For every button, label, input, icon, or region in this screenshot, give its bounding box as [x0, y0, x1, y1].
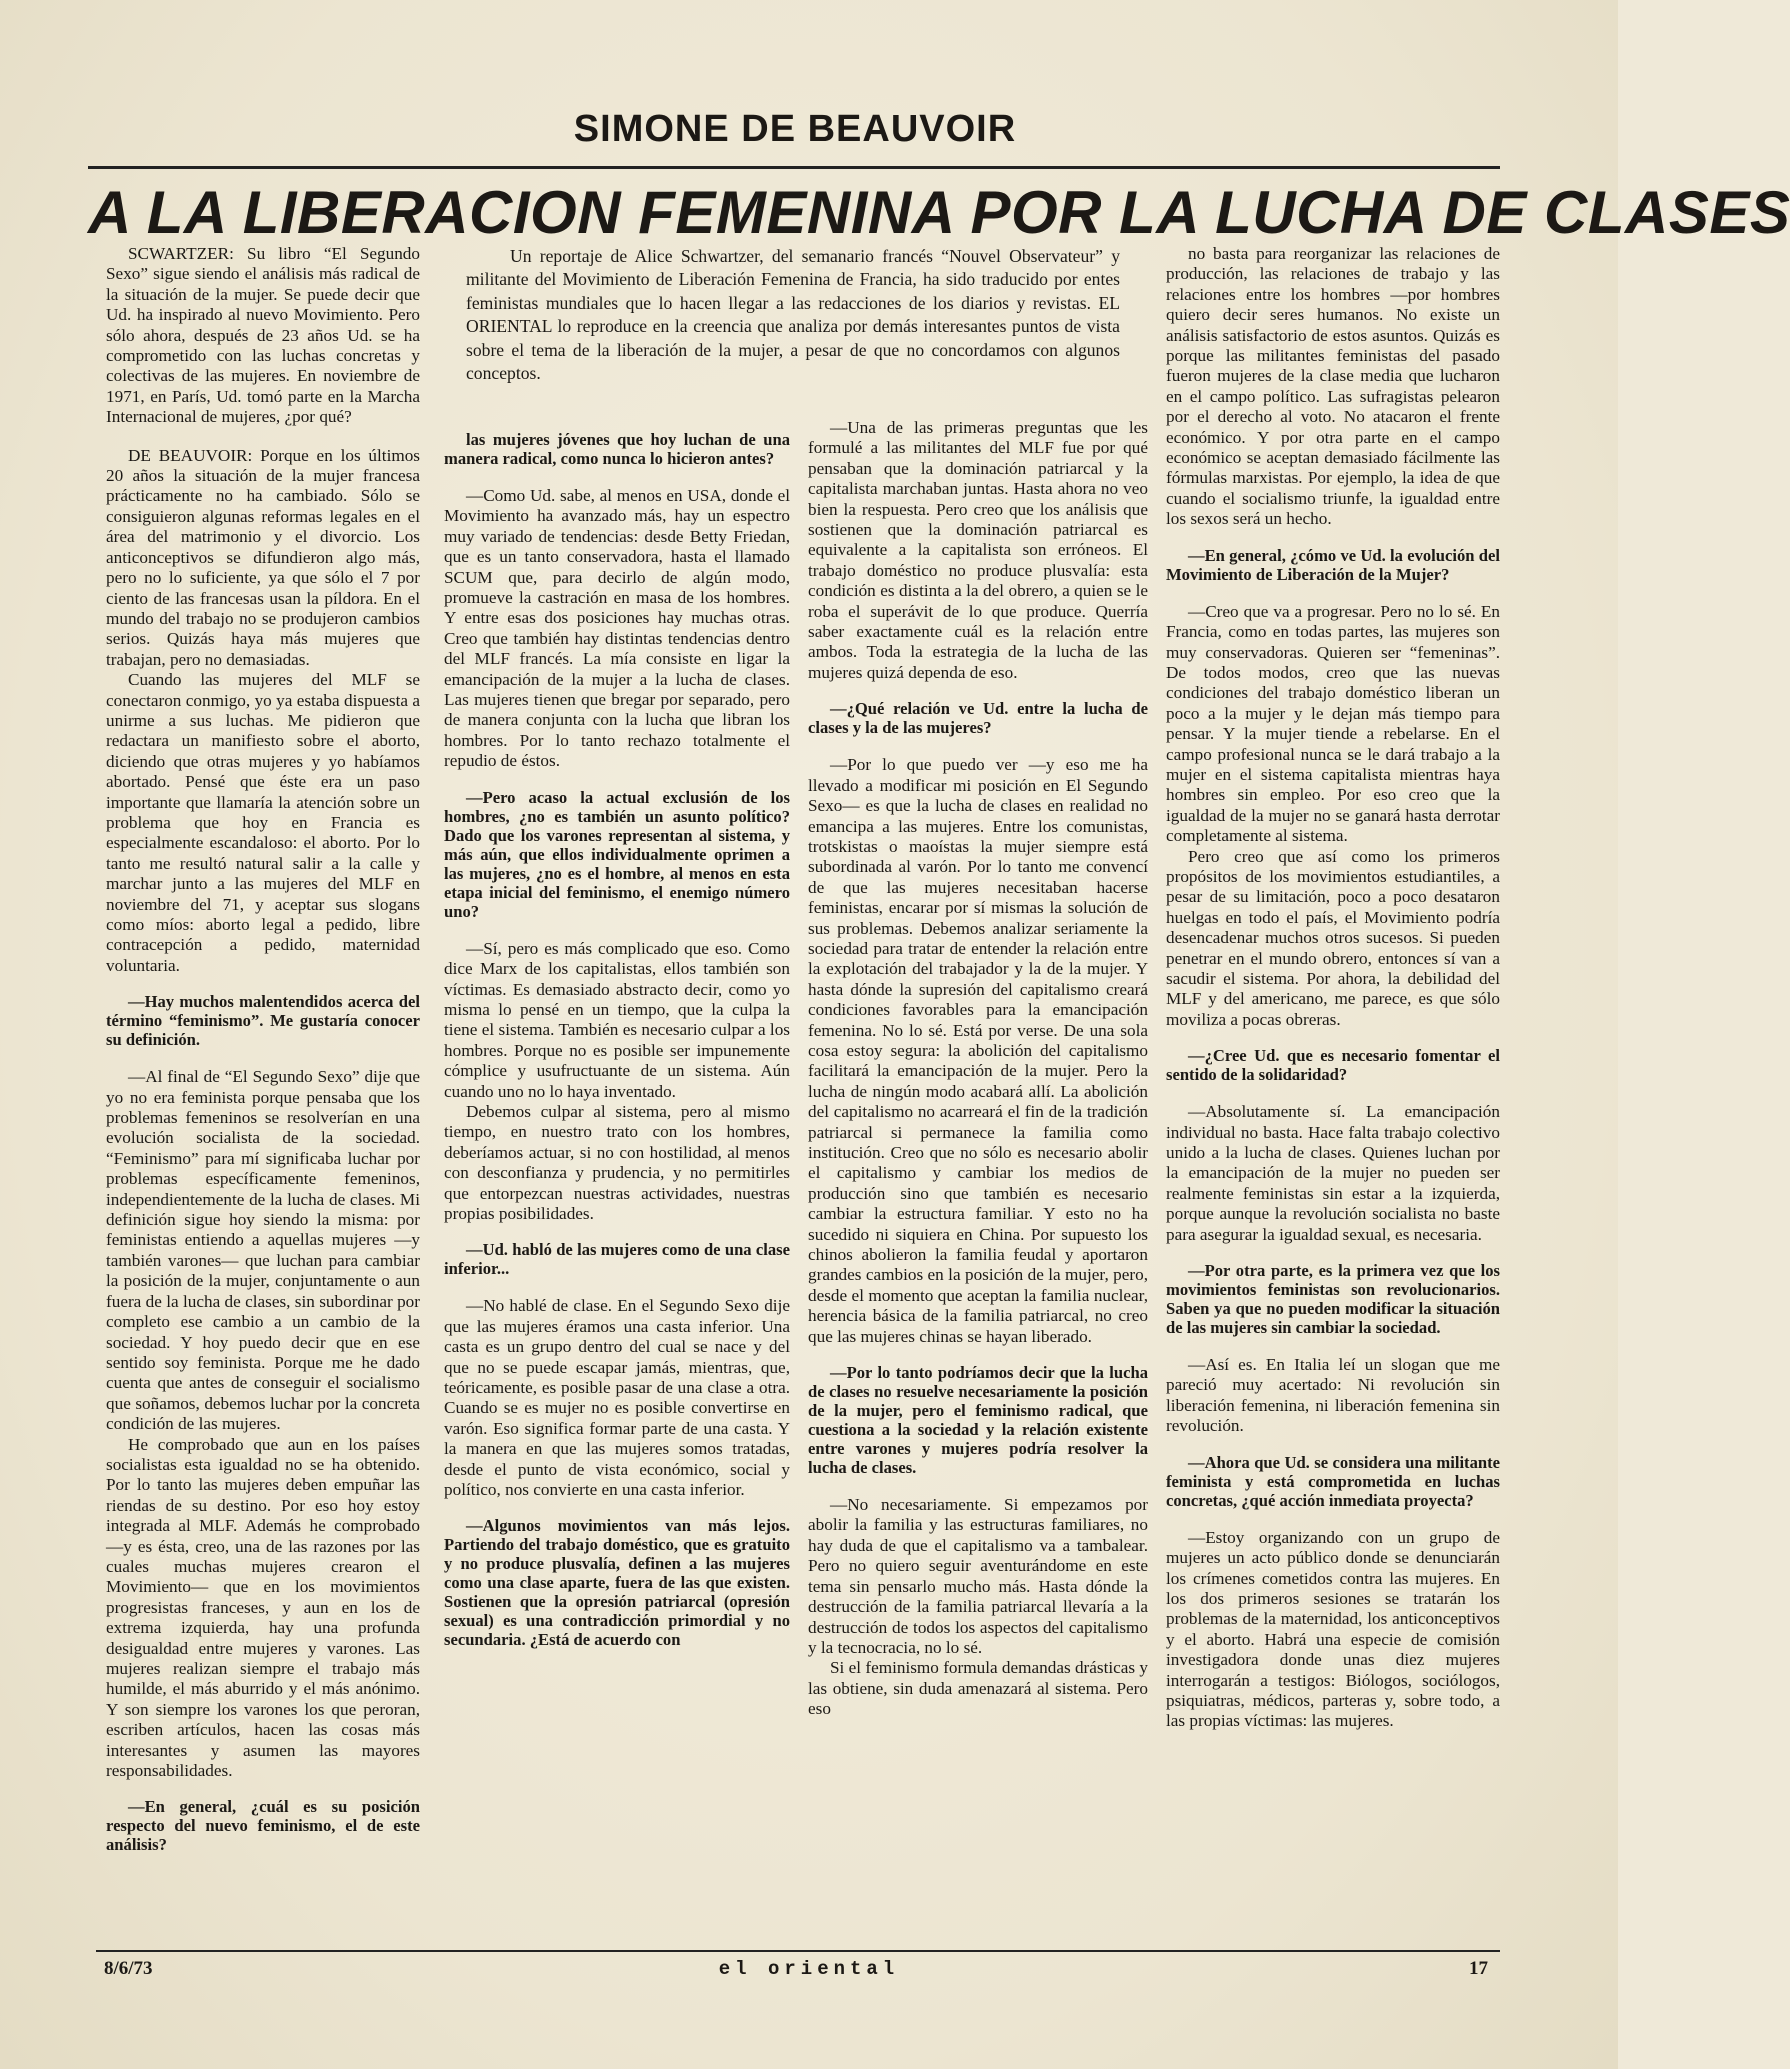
answer-paragraph: Debemos culpar al sistema, pero al mismo tiempo, en nuestro trato con los hombres, deberíamos actuar, si no con hostilidad, al menos con desconfianza y prudencia, y no permitirles que entorpezcan nuestras actividades, nuestras propias posibilidades. [444, 1101, 790, 1223]
answer-paragraph: —Así es. En Italia leí un slogan que me pareció muy acertado: Ni revolución sin liberación femenina, ni liberación femenina sin revolución. [1166, 1355, 1500, 1436]
answer-paragraph: Pero creo que así como los primeros propósitos de los movimientos estudiantiles, a pesar de su limitación, poco a poco desataron huelgas en todo el país, el Movimiento podría desencadenar muchos otros sucesos. Si pueden penetrar en el mundo obrero, entonces sí van a sacudir el sistema. Por ahora, la debilidad del MLF y del americano, me parece, es que sólo moviliza a pocas obreras. [1166, 846, 1500, 1029]
answer-paragraph: —No necesariamente. Si empezamos por abolir la familia y las estructuras familiares, no hay duda de que el capitalismo va a tambalear. Pero no quiero seguir aventurándome en este tema sin pensarlo mucho más. Hasta dónde la destrucción de la familia patriarcal llevaría a la destrucción de todos los aspectos del capitalismo y la tecnocracia, no lo sé. [808, 1495, 1148, 1657]
footer-rule [96, 1950, 1500, 1952]
answer-paragraph: —Al final de “El Segundo Sexo” dije que yo no era feminista porque pensaba que los problemas femeninos se resolverían en una evolución socialista de la sociedad. “Feminismo” para mí significaba luchar por problemas específicamente femeninos, independientemente de la lucha de clases. Mi definición sigue hoy siendo la misma: por feministas entiendo a aquellas mujeres —y también varones— que luchan para cambiar la posición de la mujer, conjuntamente o aun fuera de la lucha de clases, sin subordinar por completo ese cambio a un cambio de la sociedad. Y hoy puedo decir que en ese sentido soy feminista. Porque me he dado cuenta que antes de conseguir el socialismo que soñamos, debemos luchar por la concreta condición de las mujeres. [106, 1067, 420, 1434]
footer-newspaper-name: el oriental [718, 1958, 900, 1980]
headline: A LA LIBERACION FEMENINA POR LA LUCHA DE CLASES [88, 179, 1790, 246]
answer-paragraph: He comprobado que aun en los países socialistas esta igualdad no se ha obtenido. Por lo tanto las mujeres deben empuñar las riendas de su destino. Por eso hoy estoy integrada al MLF. Además he comprobado —y es ésta, creo, una de las razones por las cuales muchas mujeres crearon el Movimiento— que en los movimientos progresistas franceses, y aun en los de extrema izquierda, hay una profunda desigualdad entre mujeres y varones. Las mujeres realizan siempre el trabajo más humilde, el más aburrido y el más anónimo. Y son siempre los varones los que peroran, escriben artículos, hacen las cosas más interesantes y asumen las mayores responsabilidades. [106, 1434, 420, 1781]
answer-paragraph: —Sí, pero es más complicado que eso. Como dice Marx de los capitalistas, ellos también son víctimas. Es demasiado abstracto decir, como yo misma lo pensé en un tiempo, que la culpa la tiene el sistema. También es necesario culpar a los hombres. Porque no es posible ser impunemente cómplice y usufructuante de un sistema. Aún cuando uno no lo haya inventado. [444, 938, 790, 1101]
question-paragraph: —En general, ¿cuál es su posición respecto del nuevo feminismo, el de este análisis? [106, 1797, 420, 1855]
question-paragraph: —Por lo tanto podríamos decir que la lucha de clases no resuelve necesariamente la posición de la mujer, pero el feminismo radical, que cuestiona a la sociedad y la relación existente entre varones y mujeres podría resolver la lucha de clases. [808, 1363, 1148, 1478]
question-paragraph: —En general, ¿cómo ve Ud. la evolución del Movimiento de Liberación de la Mujer? [1166, 545, 1500, 584]
footer-date: 8/6/73 [104, 1958, 153, 1979]
column-1 [106, 244, 420, 1872]
intro-paragraph [466, 245, 1120, 385]
footer-page-number: 17 [1469, 1958, 1488, 1979]
answer-paragraph: Cuando las mujeres del MLF se conectaron conmigo, yo ya estaba dispuesta a unirme a sus luchas. Me pidieron que redactara un manifiesto sobre el aborto, diciendo que otras mujeres y yo habíamos abortado. Pensé que éste era un paso importante que llamaría la atención sobre un problema que hoy en Francia es especialmente escandaloso: el aborto. Por lo tanto me resultó natural salir a la calle y marchar junto a las mujeres del MLF en noviembre del 71, y aceptar sus slogans como míos: aborto legal a pedido, libre contracepción a pedido, maternidad voluntaria. [106, 670, 420, 975]
question-paragraph: las mujeres jóvenes que hoy luchan de una manera radical, como nunca lo hicieron antes? [444, 430, 790, 468]
column-4 [1166, 244, 1500, 1732]
question-paragraph: —Ahora que Ud. se considera una militante feminista y está comprometida en luchas concretas, ¿qué acción inmediata proyecta? [1166, 1452, 1500, 1510]
question-paragraph: SCWARTZER: Su libro “El Segundo Sexo” sigue siendo el análisis más radical de la situación de la mujer. Se puede decir que Ud. ha inspirado al nuevo Movimiento. Pero sólo ahora, después de 23 años Ud. se ha comprometido con las luchas concretas y colectivas de las mujeres. En noviembre de 1971, en París, Ud. tomó parte en la Marcha Internacional de mujeres, ¿por qué? [106, 244, 420, 427]
question-paragraph: —¿Qué relación ve Ud. entre la lucha de clases y la de las mujeres? [808, 699, 1148, 738]
answer-paragraph: —Absolutamente sí. La emancipación individual no basta. Hace falta trabajo colectivo unido a la lucha de clases. Quienes luchan por la emancipación de la mujer no pueden ser realmente feministas sin estar a la izquierda, porque aunque la revolución socialista no baste para asegurar la igualdad sexual, es necesaria. [1166, 1102, 1500, 1244]
top-rule [88, 166, 1500, 169]
column-3 [808, 418, 1148, 1720]
question-paragraph: —Ud. habló de las mujeres como de una clase inferior... [444, 1240, 790, 1279]
answer-paragraph: DE BEAUVOIR: Porque en los últimos 20 años la situación de la mujer francesa prácticamente no ha cambiado. Sólo se consiguieron algunas reformas legales en el área del matrimonio y el divorcio. Los anticonceptivos se difundieron algo más, pero no lo suficiente, ya que sólo el 7 por ciento de las francesas usan la píldora. En el mundo del trabajo no se produjeron cambios serios. Quizás haya más mujeres que trabajan, pero no demasiadas. [106, 445, 420, 669]
column-2 [444, 430, 790, 1667]
question-paragraph: —Algunos movimientos van más lejos. Partiendo del trabajo doméstico, que es gratuito y no produce plusvalía, definen a las mujeres como una clase aparte, fuera de las que existen. Sostienen que la opresión patriarcal (opresión sexual) es una contradicción primordial y no secundaria. ¿Está de acuerdo con [444, 1516, 790, 1650]
question-paragraph: —¿Cree Ud. que es necesario fomentar el sentido de la solidaridad? [1166, 1046, 1500, 1085]
author-kicker: SIMONE DE BEAUVOIR [573, 108, 1017, 150]
intro-text: Un reportaje de Alice Schwartzer, del semanario francés “Nouvel Observateur” y militante del Movimiento de Liberación Femenina de Francia, ha sido traducido por entes feministas mundiales que lo hacen llegar a las redacciones de los diarios y revistas. EL ORIENTAL lo reproduce en la creencia que analiza por demás interesantes puntos de vista sobre el tema de la liberación de la mujer, a pesar de que no concordamos con algunos conceptos. [466, 246, 1120, 384]
answer-paragraph: —Como Ud. sabe, al menos en USA, donde el Movimiento ha avanzado más, hay un espectro muy variado de tendencias: desde Betty Friedan, que es un tanto conservadora, hasta el llamado SCUM que, para decirlo de algún modo, promueve la castración en masa de los hombres. Y entre esas dos posiciones hay muchas otras. Creo que también hay distintas tendencias dentro del MLF francés. La mía consiste en ligar la emancipación de la mujer a la lucha de clases. Las mujeres tienen que bregar por separado, pero de manera conjunta con la lucha que libran los hombres. Por lo tanto rechazo totalmente el repudio de éstos. [444, 486, 790, 771]
answer-paragraph: no basta para reorganizar las relaciones de producción, las relaciones de trabajo y las relaciones entre los hombres —por hombres quiero decir seres humanos. No existe un análisis satisfactorio de estos asuntos. Quizás es porque las militantes feministas del pasado fueron mujeres de la clase media que lucharon en el campo político. Las sufragistas pelearon por el derecho al voto. No atacaron el frente económico. Y por otra parte en el campo económico se aceptan demasiado fácilmente las fórmulas marxistas. Por ejemplo, la idea de que cuando el socialismo triunfe, la igualdad entre los sexos será un hecho. [1166, 244, 1500, 529]
answer-paragraph: —Creo que va a progresar. Pero no lo sé. En Francia, como en todas partes, las mujeres son muy conservadoras. Quieren ser “femeninas”. De todos modos, creo que las nuevas condiciones del trabajo doméstico liberan un poco a la mujer y le dejan más tiempo para pensar. Y la mujer tiende a rebelarse. En el campo profesional nunca se le dará trabajo a la mujer en el sistema capitalista mientras haya hombres sin empleo. Por eso creo que la igualdad de la mujer no se ganará hasta derrotar completamente al sistema. [1166, 601, 1500, 846]
question-paragraph: —Por otra parte, es la primera vez que los movimientos feministas son revolucionarios. Saben ya que no pueden modificar la situación de las mujeres sin cambiar la sociedad. [1166, 1261, 1500, 1338]
answer-paragraph: —Estoy organizando con un grupo de mujeres un acto público donde se denunciarán los crímenes cometidos contra las mujeres. En los dos primeros sesiones se tratarán los problemas de la maternidad, los anticonceptivos y el aborto. Habrá una especie de comisión investigadora donde unas diez mujeres interrogarán a testigos: Biólogos, sociólogos, psiquiatras, médicos, parteras y, sobre todo, a las propias víctimas: las mujeres. [1166, 1527, 1500, 1731]
question-paragraph: —Hay muchos malentendidos acerca del término “feminismo”. Me gustaría conocer su definición. [106, 992, 420, 1050]
question-paragraph: —Pero acaso la actual exclusión de los hombres, ¿no es también un asunto político? Dado que los varones representan al sistema, y más aún, que ellos individualmente oprimen a las mujeres, ¿no es el hombre, al menos en esta etapa inicial del feminismo, el enemigo número uno? [444, 787, 790, 921]
answer-paragraph: Si el feminismo formula demandas drásticas y las obtiene, sin duda amenazará al sistema. Pero eso [808, 1658, 1148, 1719]
answer-paragraph: —Por lo que puedo ver —y eso me ha llevado a modificar mi posición en El Segundo Sexo— es que la lucha de clases en realidad no emancipa a las mujeres. Entre los comunistas, trotskistas o maoístas la mujer siempre está subordinada al varón. Por lo tanto me convencí de que las mujeres necesitaban hacerse feministas, encarar por sí mismas la solución de sus problemas. Debemos analizar seriamente la sociedad para tratar de entender la relación entre la explotación del trabajador y la de la mujer. Y hasta dónde la supresión del capitalismo creará condiciones favorables para la emancipación femenina. No lo sé. Está por verse. De una sola cosa estoy segura: la abolición del capitalismo facilitará la emancipación de la mujer. Pero la lucha de ningún modo acabará allí. La abolición del capitalismo no acarreará el fin de la tradición patriarcal si permanece la familia como institución. Creo que no sólo es necesario abolir el capitalismo y cambiar los medios de producción sino que también es necesario cambiar la estructura familiar. Y esto no ha sucedido ni siquiera en China. Por supuesto los chinos abolieron la familia feudal y aportaron grandes cambios en la posición de la mujer, pero, desde el momento que aceptan la familia nuclear, herencia básica de la familia patriarcal, no creo que las mujeres chinas se hayan liberado. [808, 755, 1148, 1346]
answer-paragraph: —No hablé de clase. En el Segundo Sexo dije que las mujeres éramos una casta inferior. Una casta es un grupo dentro del cual se nace y del que no se puede escapar jamás, mientras, que, teóricamente, es posible pasar de una clase a otra. Cuando se es mujer no es posible convertirse en varón. Eso significa formar parte de una casta. Y la manera en que las mujeres somos tratadas, desde el punto de vista económico, social y político, nos convierte en una casta inferior. [444, 1296, 790, 1500]
answer-paragraph: —Una de las primeras preguntas que les formulé a las militantes del MLF fue por qué pensaban que la dominación patriarcal y la capitalista marchaban juntas. Hasta ahora no veo bien la respuesta. Pero creo que los análisis que sostienen que la dominación patriarcal es equivalente a la capitalista son erróneos. El trabajo doméstico no produce plusvalía: esta condición es distinta a la del obrero, a quien se le roba el superávit de lo que produce. Querría saber exactamente cuál es la relación entre ambos. Toda la estrategia de la lucha de las mujeres quizá dependa de eso. [808, 418, 1148, 682]
